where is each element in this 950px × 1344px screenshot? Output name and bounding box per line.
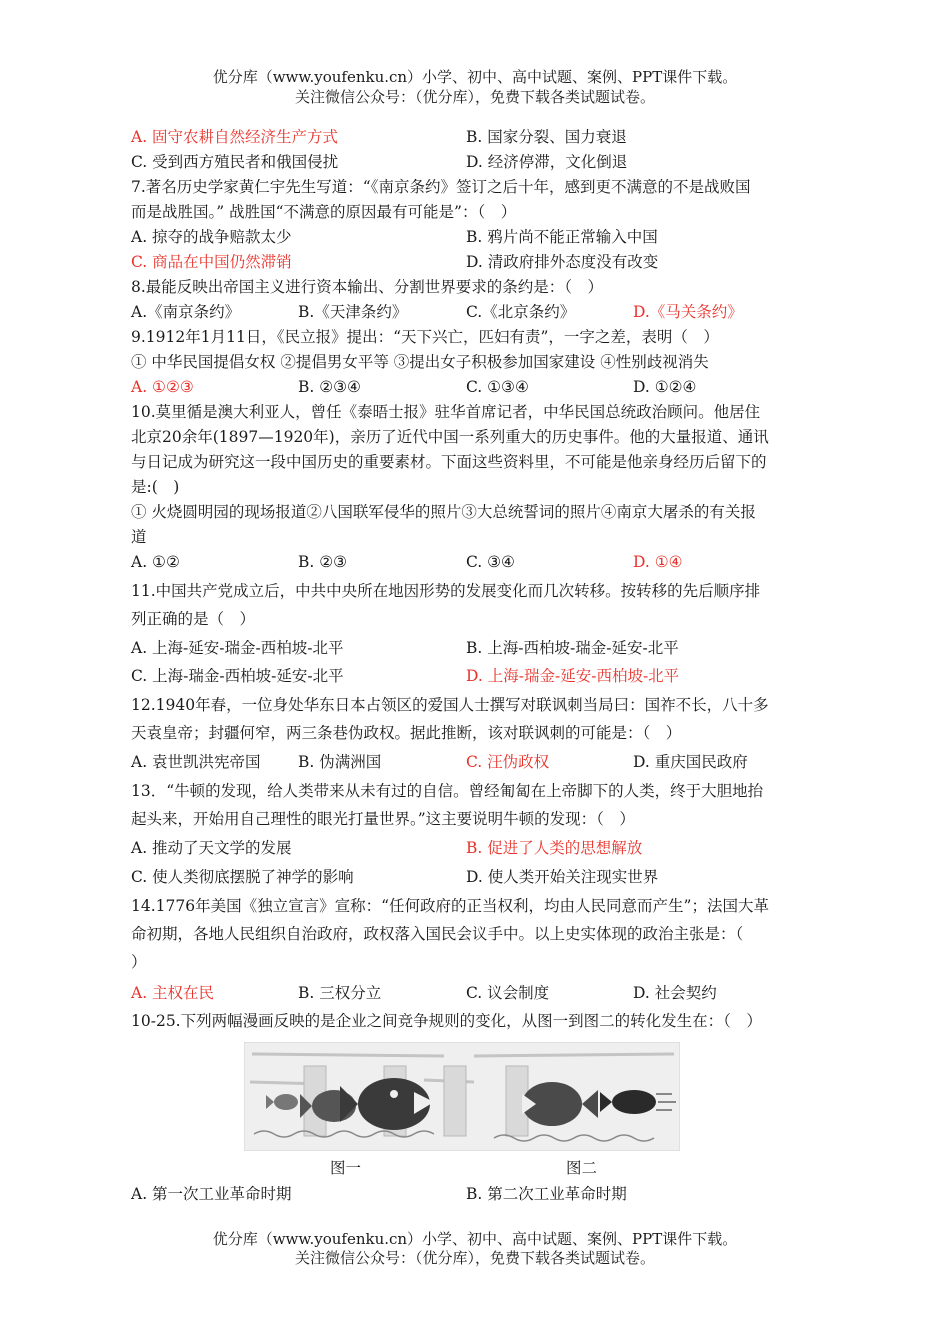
q7-option-b: B. 鸦片尚不能正常输入中国 xyxy=(466,228,658,246)
q14-option-b: B. 三权分立 xyxy=(298,984,382,1002)
q7-stem-2: 而是战胜国。” 战胜国“不满意的原因最有可能是”：（ ） xyxy=(131,203,517,221)
q10-stem-3: 与日记成为研究这一段中国历史的重要素材。下面这些资料里，不可能是他亲身经历后留下的 xyxy=(131,453,767,471)
q13-option-b: B. 促进了人类的思想解放 xyxy=(466,839,643,857)
q25-option-b: B. 第二次工业革命时期 xyxy=(466,1185,627,1203)
q12-stem-1: 12.1940年春，一位身处华东日本占领区的爱国人士撰写对联讽刺当局曰：国祚不长，八十多 xyxy=(131,696,769,714)
q14-option-d: D. 社会契约 xyxy=(633,984,717,1002)
q10-option-a: A. ①② xyxy=(131,553,180,571)
q10-option-d: D. ①④ xyxy=(633,553,683,571)
figure-1-caption: 图一 xyxy=(330,1159,362,1177)
q9-option-b: B. ②③④ xyxy=(298,378,361,396)
q10-option-c: C. ③④ xyxy=(466,553,515,571)
q10-items-1: ① 火烧圆明园的现场报道②八国联军侵华的照片③大总统誓词的照片④南京大屠杀的有关报 xyxy=(131,503,756,521)
q8-stem: 8.最能反映出帝国主义进行资本输出、分割世界要求的条约是：（ ） xyxy=(131,278,604,296)
q11-option-a: A. 上海-延安-瑞金-西柏坡-北平 xyxy=(131,639,344,657)
q13-option-d: D. 使人类开始关注现实世界 xyxy=(466,868,659,886)
figure-2-caption: 图二 xyxy=(566,1159,598,1177)
q11-stem-2: 列正确的是（ ） xyxy=(131,610,256,628)
fish-cartoon-image xyxy=(244,1042,680,1151)
q12-option-c: C. 汪伪政权 xyxy=(466,753,550,771)
q13-option-c: C. 使人类彻底摆脱了神学的影响 xyxy=(131,868,354,886)
q6-option-d: D. 经济停滞，文化倒退 xyxy=(466,153,628,171)
q7-stem-1: 7.著名历史学家黄仁宇先生写道：“《南京条约》签订之后十年，感到更不满意的不是战败国 xyxy=(131,178,751,196)
q10-stem-1: 10.莫里循是澳大利亚人，曾任《泰晤士报》驻华首席记者，中华民国总统政治顾问。他居住 xyxy=(131,403,761,421)
q12-stem-2: 天袁皇帝；封疆何窄，两三条巷伪政权。据此推断，该对联讽刺的可能是：（ ） xyxy=(131,724,682,742)
q14-stem-1: 14.1776年美国《独立宣言》宣称：“任何政府的正当权利，均由人民同意而产生”；法国大革 xyxy=(131,897,769,915)
q6-option-b: B. 国家分裂、国力衰退 xyxy=(466,128,627,146)
q12-option-a: A. 袁世凯洪宪帝国 xyxy=(131,753,261,771)
q11-stem-1: 11.中国共产党成立后，中共中央所在地因形势的发展变化而几次转移。按转移的先后顺序排 xyxy=(131,582,761,600)
q13-stem-1: 13．“牛顿的发现，给人类带来从未有过的自信。曾经匍匐在上帝脚下的人类，终于大胆地抬 xyxy=(131,782,764,800)
q6-option-a: A. 固守农耕自然经济生产方式 xyxy=(131,128,339,146)
q11-option-d: D. 上海-瑞金-延安-西柏坡-北平 xyxy=(466,667,680,685)
q14-stem-3: ） xyxy=(131,953,147,971)
q14-option-a: A. 主权在民 xyxy=(131,984,215,1002)
q10-option-b: B. ②③ xyxy=(298,553,348,571)
q10-items-2: 道 xyxy=(131,528,147,546)
header-line-2: 关注微信公众号：（优分库），免费下载各类试题试卷。 xyxy=(294,88,655,106)
q13-stem-2: 起头来，开始用自己理性的眼光打量世界。”这主要说明牛顿的发现：（ ） xyxy=(131,810,635,828)
q9-option-c: C. ①③④ xyxy=(466,378,529,396)
q12-option-b: B. 伪满洲国 xyxy=(298,753,382,771)
q7-option-d: D. 清政府排外态度没有改变 xyxy=(466,253,659,271)
q14-option-c: C. 议会制度 xyxy=(466,984,550,1002)
q8-option-a: A.《南京条约》 xyxy=(131,303,241,321)
footer-line-1: 优分库（www.youfenku.cn）小学、初中、高中试题、案例、PPT课件下载。 xyxy=(212,1230,738,1248)
q14-stem-2: 命初期，各地人民组织自治政府，政权落入国民会议手中。以上史实体现的政治主张是：（ xyxy=(131,925,744,943)
q8-option-c: C.《北京条约》 xyxy=(466,303,576,321)
q9-option-d: D. ①②④ xyxy=(633,378,697,396)
q8-option-d: D.《马关条约》 xyxy=(633,303,743,321)
q10-stem-2: 北京20余年(1897—1920年)，亲历了近代中国一系列重大的历史事件。他的大量报道、通讯 xyxy=(131,428,769,446)
q25-option-a: A. 第一次工业革命时期 xyxy=(131,1185,292,1203)
q8-option-b: B.《天津条约》 xyxy=(298,303,408,321)
q12-option-d: D. 重庆国民政府 xyxy=(633,753,748,771)
q6-option-c: C. 受到西方殖民者和俄国侵扰 xyxy=(131,153,339,171)
q13-option-a: A. 推动了天文学的发展 xyxy=(131,839,292,857)
q7-option-c: C. 商品在中国仍然滞销 xyxy=(131,253,292,271)
q25-stem: 10-25.下列两幅漫画反映的是企业之间竞争规则的变化，从图一到图二的转化发生在：（ ） xyxy=(131,1012,762,1030)
q11-option-c: C. 上海-瑞金-西柏坡-延安-北平 xyxy=(131,667,344,685)
header-line-1: 优分库（www.youfenku.cn）小学、初中、高中试题、案例、PPT课件下载。 xyxy=(212,68,738,86)
q9-stem: 9.1912年1月11日，《民立报》提出：“天下兴亡，匹妇有责”，一字之差，表明（ ） xyxy=(131,328,719,346)
q11-option-b: B. 上海-西柏坡-瑞金-延安-北平 xyxy=(466,639,679,657)
q7-option-a: A. 掠夺的战争赔款太少 xyxy=(131,228,292,246)
footer-line-2: 关注微信公众号：（优分库），免费下载各类试题试卷。 xyxy=(294,1249,655,1267)
q10-stem-4: 是:( ) xyxy=(131,478,180,496)
q9-items: ① 中华民国提倡女权 ②提倡男女平等 ③提出女子积极参加国家建设 ④性别歧视消失 xyxy=(131,353,709,371)
q9-option-a: A. ①②③ xyxy=(131,378,194,396)
